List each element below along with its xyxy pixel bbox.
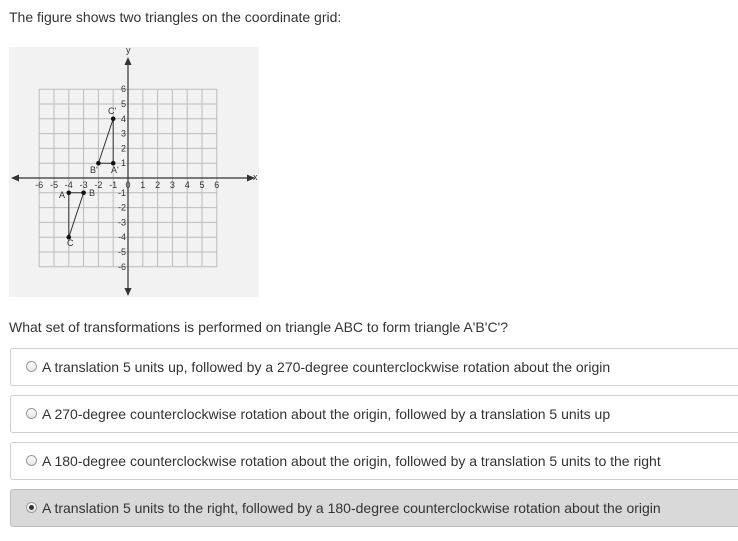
answer-option-label: A 180-degree counterclockwise rotation about the origin, followed by a translation 5 units to the right <box>42 453 661 469</box>
y-tick-label: 5 <box>120 99 126 109</box>
label-a: A <box>59 190 66 200</box>
axes <box>11 47 258 296</box>
triangle-abc <box>69 193 84 237</box>
radio-button[interactable] <box>26 408 37 419</box>
y-tick-label: 2 <box>120 143 126 154</box>
label-b-prime: B' <box>90 165 98 175</box>
x-tick-label: 2 <box>155 180 161 190</box>
x-tick-labels <box>35 180 219 190</box>
y-tick-label: -5 <box>117 247 126 257</box>
x-tick-label: -6 <box>35 180 44 190</box>
x-tick-label: -1 <box>109 180 118 190</box>
y-tick-label: -3 <box>117 217 126 228</box>
answer-option-4[interactable] <box>10 489 738 527</box>
vertex-point <box>81 191 86 196</box>
y-tick-label: 1 <box>120 158 126 169</box>
y-axis-top-arrow <box>125 57 132 65</box>
y-tick-label: 3 <box>120 128 126 139</box>
label-c: C <box>67 238 74 248</box>
coordinate-grid-svg <box>9 47 259 297</box>
x-axis-left-arrow <box>11 175 19 182</box>
x-axis-label: x <box>253 172 258 182</box>
y-axis-label: y <box>126 47 131 55</box>
answer-option-1[interactable] <box>10 348 738 386</box>
question-prompt: What set of transformations is performed on triangle ABC to form triangle A'B'C'? <box>9 319 509 335</box>
label-b: B <box>89 188 96 198</box>
coordinate-grid-figure <box>9 47 259 297</box>
x-tick-label: 5 <box>199 180 205 190</box>
y-tick-label: -4 <box>117 232 126 243</box>
question-intro: The figure shows two triangles on the coordinate grid: <box>9 9 342 25</box>
y-tick-label: 4 <box>120 113 126 124</box>
answer-option-label: A translation 5 units to the right, followed by a 180-degree counterclockwise rotation about the origin <box>42 500 661 516</box>
triangle-a-prime-b-prime-c-prime <box>98 119 113 163</box>
answer-option-3[interactable] <box>10 442 738 480</box>
radio-button[interactable] <box>26 361 37 372</box>
x-tick-label: 1 <box>140 180 146 190</box>
x-tick-label: -4 <box>64 180 73 190</box>
y-tick-label: -2 <box>117 202 126 213</box>
label-a-prime: A' <box>111 165 119 175</box>
radio-button[interactable] <box>26 455 37 466</box>
y-axis-bottom-arrow <box>125 288 132 296</box>
y-tick-label: -6 <box>117 261 126 272</box>
x-tick-label: 3 <box>169 180 175 190</box>
y-tick-label: 6 <box>120 84 126 95</box>
x-tick-label: 6 <box>214 180 220 190</box>
vertex-point <box>67 191 72 196</box>
y-tick-label: -1 <box>117 187 126 198</box>
answer-option-label: A translation 5 units up, followed by a 270-degree counterclockwise rotation about the origin <box>42 359 611 375</box>
answer-option-label: A 270-degree counterclockwise rotation about the origin, followed by a translation 5 units up <box>42 406 611 422</box>
radio-button[interactable] <box>26 502 37 513</box>
x-tick-label: -5 <box>49 180 59 190</box>
x-tick-label: -2 <box>94 180 103 190</box>
vertex-point <box>111 117 116 122</box>
answer-option-2[interactable] <box>10 395 738 433</box>
label-c-prime: C' <box>108 106 117 116</box>
x-tick-label: 0 <box>125 180 131 190</box>
x-tick-label: 4 <box>184 180 190 190</box>
x-tick-label: -3 <box>79 180 88 190</box>
